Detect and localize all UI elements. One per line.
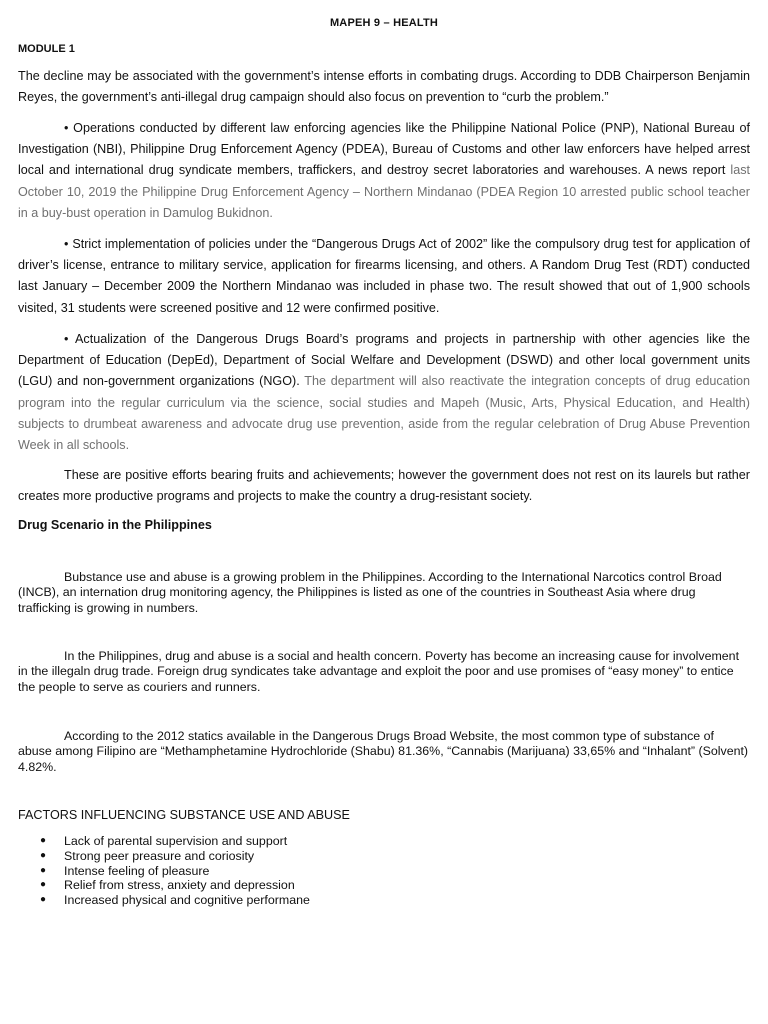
operations-paragraph: [18, 118, 750, 224]
drug-scenario-paragraph-2: In the Philippines, drug and abuse is a social and health concern. Poverty has become an increasing cause for involvement in the illegaln drug trade. Foreign drug syndicates take advantage and exploit the poor and use promises of “easy money” to entice the people to serve as couriers and runners.: [18, 649, 740, 694]
bullet-icon: ●: [40, 849, 47, 861]
actualization-department-text: The department will also reactivate the integration concepts of drug education program into the regular curriculum via the science, social studies and Mapeh (Music, Arts, Physical Education, and Health) subjects to drumbeat awareness and advocate drug use prevention, aside from the regular celebration of Drug Abuse Prevention Week in all schools.: [18, 374, 750, 453]
factor-text: Intense feeling of pleasure: [64, 863, 210, 878]
list-item: [18, 834, 310, 849]
actualization-text: Actualization of the Dangerous Drugs Board’s programs and projects in partnership with other agencies like the Department of Education (DepEd), Department of Social Welfare and Development (DSWD) and other local government units (LGU) and non-government organizations (NGO).: [18, 332, 750, 389]
page-title: MAPEH 9 – HEALTH: [329, 17, 439, 29]
bullet-icon: ●: [40, 864, 47, 876]
list-item: [18, 849, 310, 864]
policies-paragraph: [18, 234, 750, 319]
factor-text: Strong peer preasure and coriosity: [64, 848, 255, 863]
list-item: [18, 893, 310, 908]
factor-text: Relief from stress, anxiety and depression: [64, 878, 295, 893]
drug-scenario-heading: Drug Scenario in the Philippines: [18, 518, 212, 532]
positive-efforts-text: These are positive efforts bearing fruits and achievements; however the government does not rest on its laurels but rather creates more productive programs and projects to make the country a drug-resistant society.: [18, 468, 750, 504]
policies-text: Strict implementation of policies under the “Dangerous Drugs Act of 2002” like the compulsory drug test for application of driver’s license, entrance to military service, application for firearms licensing, and others. A Random Drug Test (RDT) conducted last January – December 2009 the Northern Mindanao was included in phase two. The result showed that out of 1,900 schools visited, 31 students were screened positive and 12 were confirmed positive.: [18, 237, 750, 315]
drug-scenario-paragraph-1: Bubstance use and abuse is a growing problem in the Philippines. According to the International Narcotics control Broad (INCB), an internation drug monitoring agency, the Philippines is listed as one of the countries in Southeast Asia where drug trafficking is growing in numbers.: [18, 570, 722, 615]
module-label: MODULE 1: [18, 43, 75, 55]
factors-list: [18, 834, 310, 908]
drug-scenario-paragraph-3: According to the 2012 statics available in the Dangerous Drugs Broad Website, the most common type of substance of abuse among Filipino are “Methamphetamine Hydrochloride (Shabu) 81.36%, “Cannabis (Marijuana) 33,65% and “Inhalant” (Solvent) 4.82%.: [18, 729, 749, 774]
list-item: [18, 878, 310, 893]
operations-news-text: last October 10, 2019 the Philippine Drug Enforcement Agency – Northern Mindanao (PDEA Region 10 arrested public school teacher in a buy-bust operation in Damulog Bukidnon.: [18, 163, 750, 220]
bullet-icon: •: [64, 121, 69, 135]
intro-text: The decline may be associated with the government’s intense efforts in combating drugs. According to DDB Chairperson Benjamin Reyes, the government’s anti-illegal drug campaign should also focus on prevention to “curb the problem.”: [18, 69, 750, 105]
positive-efforts-paragraph: [18, 465, 750, 507]
bullet-icon: ●: [40, 835, 47, 846]
bullet-icon: ●: [40, 894, 47, 906]
list-item: [18, 864, 310, 879]
factors-heading: FACTORS INFLUENCING SUBSTANCE USE AND ABUSE: [18, 808, 350, 822]
bullet-icon: •: [64, 332, 69, 346]
actualization-paragraph: [18, 329, 750, 456]
operations-text: Operations conducted by different law enforcing agencies like the Philippine National Police (PNP), National Bureau of Investigation (NBI), Philippine Drug Enforcement Agency (PDEA), Bureau of Customs and other law enforcers have helped arrest local and international drug syndicate members, traffickers, and destroy secret laboratories and warehouses. A news report: [18, 121, 751, 178]
factor-text: Increased physical and cognitive performane: [64, 893, 310, 908]
intro-paragraph: [18, 66, 750, 108]
bullet-icon: ●: [40, 879, 47, 891]
bullet-icon: •: [64, 237, 69, 251]
factor-text: Lack of parental supervision and support: [64, 834, 288, 848]
